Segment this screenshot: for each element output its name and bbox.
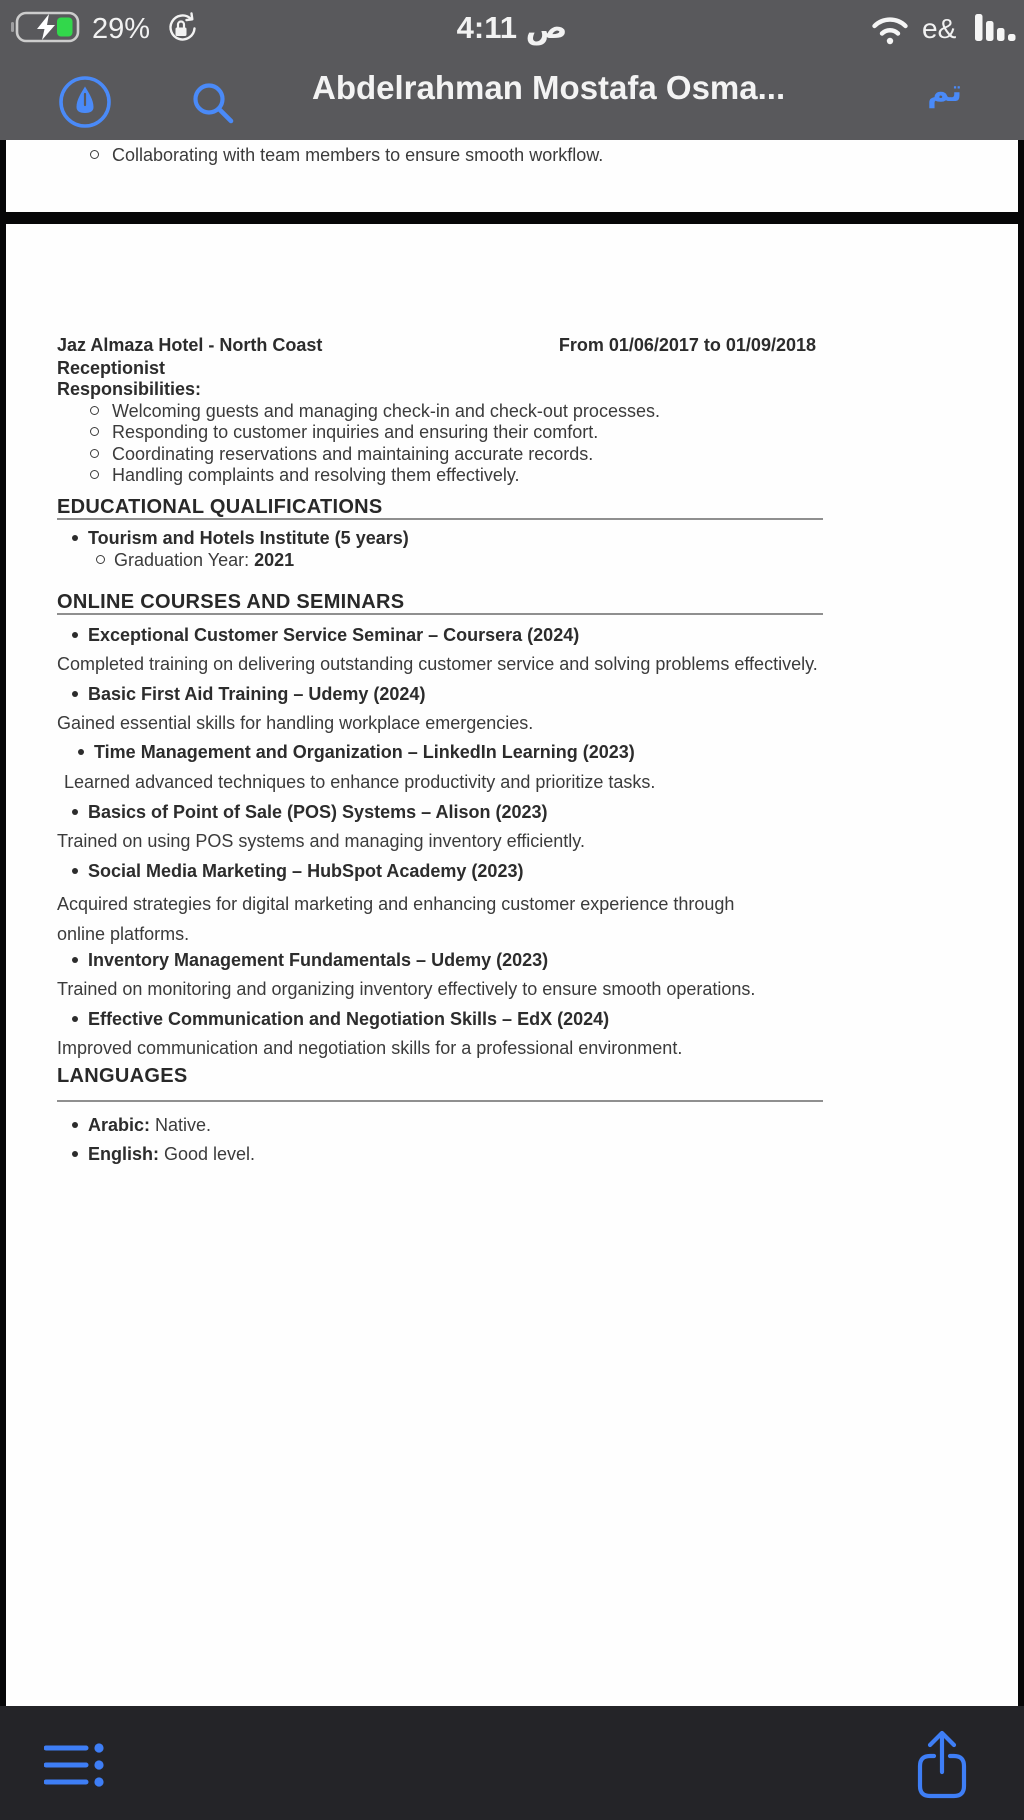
- company-name: Jaz Almaza Hotel - North Coast: [57, 335, 323, 355]
- employment-dates: From 01/06/2017 to 01/09/2018: [558, 335, 816, 355]
- section-heading-languages: LANGUAGES: [57, 1065, 188, 1087]
- disc-bullet: [72, 868, 78, 874]
- language-name: English:: [88, 1144, 159, 1164]
- done-button[interactable]: تم: [927, 75, 962, 108]
- course-description: Completed training on delivering outstanding customer service and solving problems effectively.: [57, 654, 818, 674]
- course-title: Basic First Aid Training – Udemy (2024): [88, 684, 426, 704]
- responsibilities-label: Responsibilities:: [57, 379, 202, 399]
- disc-bullet: [72, 632, 78, 638]
- cellular-signal-icon: [975, 13, 1019, 48]
- language-level: Native.: [150, 1115, 212, 1135]
- section-heading-education: EDUCATIONAL QUALIFICATIONS: [57, 496, 383, 518]
- document-page[interactable]: [6, 224, 1018, 1706]
- wifi-icon: [866, 13, 914, 52]
- section-rule: [57, 1100, 823, 1102]
- circle-bullet: [90, 427, 99, 436]
- responsibility-item: Welcoming guests and managing check-in and check-out processes.: [112, 401, 660, 421]
- disc-bullet: [78, 749, 84, 755]
- bottom-toolbar: [0, 1706, 1024, 1820]
- course-description: Trained on monitoring and organizing inventory effectively to ensure smooth operations.: [57, 979, 756, 999]
- carrier-label: e&: [922, 13, 957, 44]
- bullet-text: Collaborating with team members to ensure smooth workflow.: [112, 145, 604, 165]
- contents-list-icon[interactable]: [44, 1740, 110, 1797]
- course-title: Exceptional Customer Service Seminar – Coursera (2024): [88, 625, 580, 645]
- document-title: Abdelrahman Mostafa Osma...: [312, 69, 786, 106]
- language-name: Arabic:: [88, 1115, 151, 1135]
- course-title: Effective Communication and Negotiation Skills – EdX (2024): [88, 1009, 610, 1029]
- circle-bullet: [90, 449, 99, 458]
- course-description: Acquired strategies for digital marketing and enhancing customer experience through online platforms.: [57, 894, 735, 944]
- disc-bullet: [72, 535, 78, 541]
- graduation-label: Graduation Year:: [114, 550, 255, 570]
- course-description: Gained essential skills for handling workplace emergencies.: [57, 713, 534, 733]
- share-icon[interactable]: [913, 1728, 971, 1807]
- section-rule: [57, 518, 823, 520]
- disc-bullet: [72, 1151, 78, 1157]
- markup-button[interactable]: [56, 73, 114, 136]
- section-heading-courses: ONLINE COURSES AND SEMINARS: [57, 591, 405, 613]
- disc-bullet: [72, 957, 78, 963]
- circle-bullet: [90, 406, 99, 415]
- section-rule: [57, 613, 823, 615]
- course-title: Social Media Marketing – HubSpot Academy (2023): [88, 861, 524, 881]
- disc-bullet: [72, 1016, 78, 1022]
- responsibility-item: Responding to customer inquiries and ensuring their comfort.: [112, 422, 599, 442]
- battery-percent: 29%: [92, 13, 151, 45]
- circle-bullet: [96, 555, 105, 564]
- search-icon[interactable]: [190, 80, 236, 131]
- disc-bullet: [72, 809, 78, 815]
- responsibility-item: Coordinating reservations and maintaining accurate records.: [112, 444, 594, 464]
- institute-name: Tourism and Hotels Institute (5 years): [88, 528, 409, 548]
- course-description: Learned advanced techniques to enhance productivity and prioritize tasks.: [64, 772, 656, 792]
- document-page-previous[interactable]: [6, 140, 1018, 212]
- course-description: Trained on using POS systems and managing inventory efficiently.: [57, 831, 585, 851]
- circle-bullet: [90, 150, 99, 159]
- disc-bullet: [72, 691, 78, 697]
- course-title: Basics of Point of Sale (POS) Systems – Alison (2023): [88, 802, 548, 822]
- course-title: Time Management and Organization – LinkedIn Learning (2023): [94, 742, 635, 762]
- course-title: Inventory Management Fundamentals – Udemy (2023): [88, 950, 549, 970]
- language-level: Good level.: [159, 1144, 256, 1164]
- course-description: Improved communication and negotiation skills for a professional environment.: [57, 1038, 683, 1058]
- circle-bullet: [90, 470, 99, 479]
- top-chrome: [0, 0, 1024, 140]
- responsibility-item: Handling complaints and resolving them effectively.: [112, 465, 520, 485]
- status-time: ص 4:11: [456, 10, 568, 45]
- graduation-year: 2021: [254, 550, 295, 570]
- job-title: Receptionist: [57, 358, 166, 378]
- disc-bullet: [72, 1122, 78, 1128]
